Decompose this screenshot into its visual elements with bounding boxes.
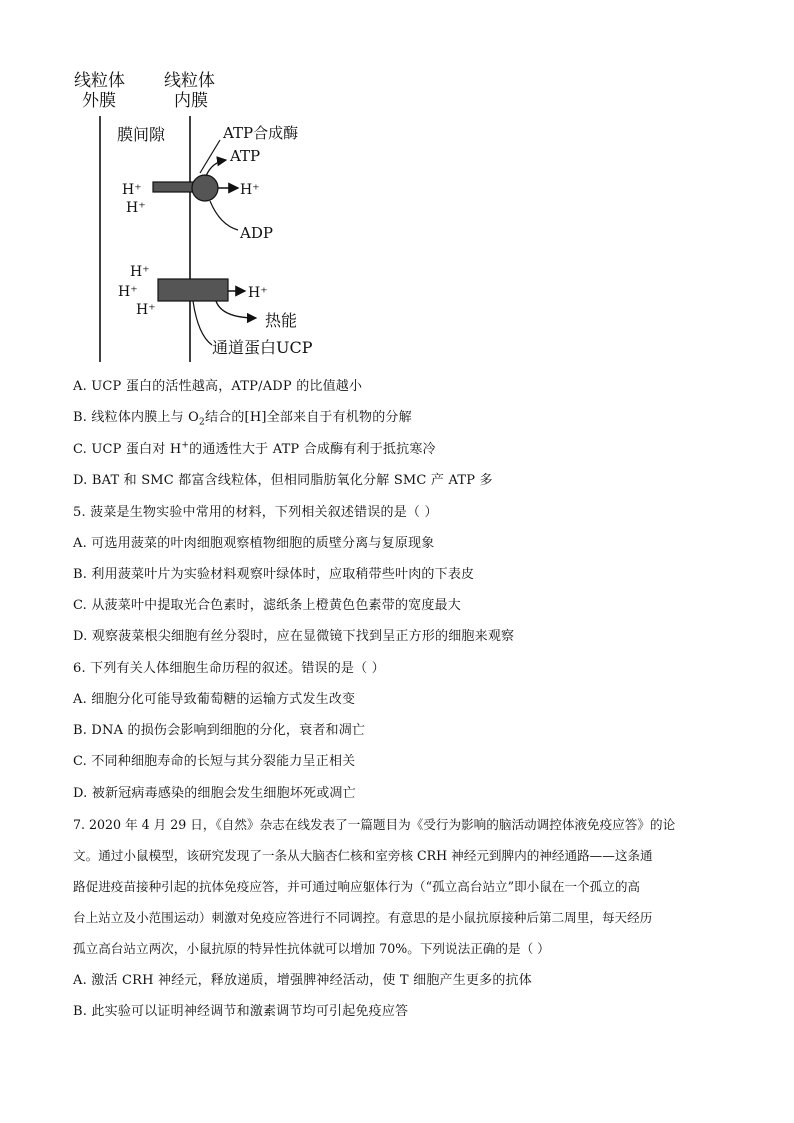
atp-synthase-head [192,175,218,201]
q6-option-a: A. 细胞分化可能导致葡萄糖的运输方式发生改变 [73,692,356,707]
q5-option-c: C. 从菠菜叶中提取光合色素时，滤纸条上橙黄色色素带的宽度最大 [73,598,461,613]
atp-synthase-label: ATP合成酶 [223,124,299,142]
atp-arrow [206,160,226,176]
q4-option-c-post: 的通透性大于 ATP 合成酶有利于抵抗寒冷 [189,442,436,457]
q7-stem-line-3: 路促进疫苗接种引起的抗体免疫应答，并可通过响应躯体行为（“孤立高台站立”即小鼠在一个孤立的高 [73,879,641,894]
q7-stem-line-1: 7. 2020 年 4 月 29 日，《自然》杂志在线发表了一篇题目为《受行为影响的脑活动调控体液免疫应答》的论 [73,817,676,832]
adp-label: ADP [240,224,273,242]
h-plus-ucp-out: H⁺ [248,285,268,301]
q7-stem-line-2: 文。通过小鼠模型，该研究发现了一条从大脑杏仁核和室旁核 CRH 神经元到脾内的神经通路——这条通 [73,848,653,863]
mitochondria-membrane-diagram [60,60,360,370]
heat-arrow [216,301,256,318]
h-plus-ucp-3: H⁺ [136,302,156,318]
q5-option-b: B. 利用菠菜叶片为实验材料观察叶绿体时，应取稍带些叶肉的下表皮 [73,567,475,582]
q4-option-b [73,408,412,428]
q7-option-b: B. 此实验可以证明神经调节和激素调节均可引起免疫应答 [73,1004,409,1019]
q5-option-d: D. 观察菠菜根尖细胞有丝分裂时，应在显微镜下找到呈正方形的细胞来观察 [73,629,515,644]
h-plus-out-1: H⁺ [240,182,260,198]
q4-option-c-pre: C. UCP 蛋白对 H [73,442,182,457]
q5-option-a: A. 可选用菠菜的叶肉细胞观察植物细胞的质壁分离与复原现象 [73,536,435,551]
atp-label: ATP [230,147,261,165]
ucp-label: 通道蛋白UCP [212,338,313,357]
h-plus-in-1: H⁺ [122,182,142,198]
q4-option-c-sup: + [181,440,190,451]
q7-option-a: A. 激活 CRH 神经元，释放递质，增强脾神经活动，使 T 细胞产生更多的抗体 [73,973,532,988]
q6-option-d: D. 被新冠病毒感染的细胞会发生细胞坏死或凋亡 [73,786,356,801]
q4-option-a: A. UCP 蛋白的活性越高，ATP/ADP 的比值越小 [73,379,363,394]
q4-option-b-sub: 2 [199,417,205,428]
ucp-pointer [193,301,212,345]
intermembrane-space-label: 膜间隙 [117,125,166,144]
heat-label: 热能 [265,311,298,330]
q4-option-b-post: 结合的[H]全部来自于有机物的分解 [204,410,412,425]
q7-stem-line-5: 孤立高台站立两次，小鼠抗原的特异性抗体就可以增加 70%。下列说法正确的是（ ） [73,941,550,956]
q4-option-d: D. BAT 和 SMC 都富含线粒体，但相同脂肪氧化分解 SMC 产 ATP 多 [73,473,493,488]
h-plus-ucp-2: H⁺ [118,284,138,300]
adp-pointer [210,201,238,230]
h-plus-ucp-1: H⁺ [130,264,150,280]
q4-option-c [73,440,436,460]
q4-option-b-pre: B. 线粒体内膜上与 O [73,410,200,425]
q5-stem: 5. 菠菜是生物实验中常用的材料，下列相关叙述错误的是（ ） [73,505,438,520]
ucp-channel [158,279,228,301]
inner-membrane-label-1: 线粒体 [164,71,215,91]
outer-membrane-label-2: 外膜 [82,91,116,111]
q7-stem-line-4: 台上站立及小范围运动）刺激对免疫应答进行不同调控。有意思的是小鼠抗原接种后第二周里，每天经历 [73,910,653,925]
h-plus-in-2: H⁺ [126,200,146,216]
q6-option-b: B. DNA 的损伤会影响到细胞的分化，衰者和凋亡 [73,723,366,738]
q6-stem: 6. 下列有关人体细胞生命历程的叙述。错误的是（ ） [73,661,385,676]
q6-option-c: C. 不同种细胞寿命的长短与其分裂能力呈正相关 [73,754,356,769]
outer-membrane-label-1: 线粒体 [74,71,125,91]
inner-membrane-label-2: 内膜 [174,91,208,111]
